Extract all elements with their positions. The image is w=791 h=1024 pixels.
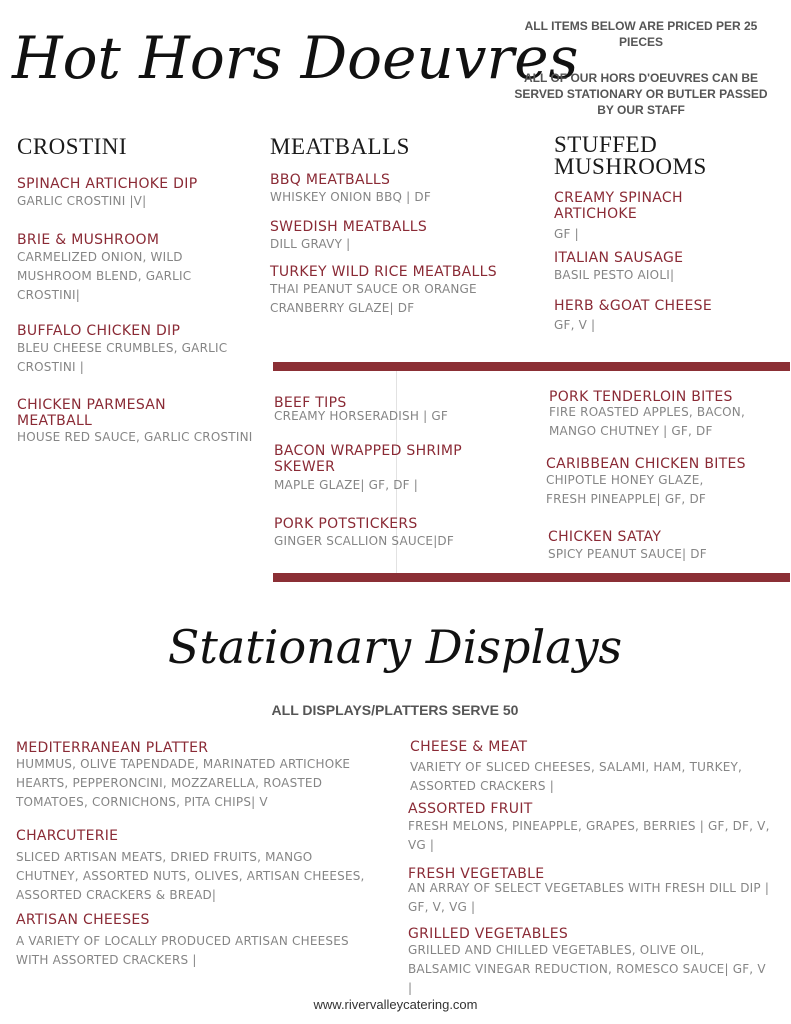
item-name: GRILLED VEGETABLES xyxy=(408,926,569,942)
item-desc: FIRE ROASTED APPLES, BACON, MANGO CHUTNEY | GF, DF xyxy=(549,405,745,438)
item-name: PORK POTSTICKERS xyxy=(274,516,418,532)
item-name: TURKEY WILD RICE MEATBALLS xyxy=(270,264,497,280)
crostini-heading: CROSTINI xyxy=(17,134,128,159)
item-name: ARTISAN CHEESES xyxy=(16,912,150,928)
item-desc: GINGER SCALLION SAUCE|DF xyxy=(274,534,454,548)
item-desc: WHISKEY ONION BBQ | DF xyxy=(270,190,431,204)
item-desc: GF, V | xyxy=(554,318,596,332)
item-name: BUFFALO CHICKEN DIP xyxy=(17,323,181,339)
item-desc: BLEU CHEESE CRUMBLES, GARLIC CROSTINI | xyxy=(17,341,228,374)
item-name: CHEESE & MEAT xyxy=(410,739,528,755)
item-name: CHICKEN SATAY xyxy=(548,529,662,545)
boxed-bottom-bar xyxy=(273,573,790,582)
item-desc: AN ARRAY OF SELECT VEGETABLES WITH FRESH DILL DIP | GF, V, VG | xyxy=(408,881,770,914)
item-desc: CARMELIZED ONION, WILD MUSHROOM BLEND, GARLIC CROSTINI| xyxy=(17,250,192,302)
service-note: ALL OF OUR HORS D'OEUVRES CAN BE SERVED STATIONARY OR BUTLER PASSED BY OUR STAFF xyxy=(514,71,768,117)
item-name: MEDITERRANEAN PLATTER xyxy=(16,740,209,756)
item-name: ITALIAN SAUSAGE xyxy=(554,250,684,266)
item-desc: SPICY PEANUT SAUCE| DF xyxy=(548,547,707,561)
item-desc: SLICED ARTISAN MEATS, DRIED FRUITS, MANGO CHUTNEY, ASSORTED NUTS, OLIVES, ARTISAN CHEESES, ASSORTED CRACKERS & BREAD| xyxy=(16,850,365,902)
stationary-title: Stationary Displays xyxy=(167,620,623,674)
item-name: CARIBBEAN CHICKEN BITES xyxy=(546,456,746,472)
item-name: CHICKEN PARMESAN MEATBALL xyxy=(17,397,166,429)
boxed-top-bar xyxy=(273,362,790,371)
item-desc: GRILLED AND CHILLED VEGETABLES, OLIVE OIL, BALSAMIC VINEGAR REDUCTION, ROMESCO SAUCE| GF, V | xyxy=(408,943,766,995)
item-desc: FRESH MELONS, PINEAPPLE, GRAPES, BERRIES | GF, DF, V, VG | xyxy=(408,819,770,852)
pricing-note: ALL ITEMS BELOW ARE PRICED PER 25 PIECES xyxy=(524,19,758,49)
item-name: BEEF TIPS xyxy=(274,395,347,411)
item-name: CREAMY SPINACH ARTICHOKE xyxy=(554,190,683,222)
item-desc: HUMMUS, OLIVE TAPENDADE, MARINATED ARTICHOKE HEARTS, PEPPERONCINI, MOZZARELLA, ROASTED TOMATOES, CORNICHONS, PITA CHIPS| V xyxy=(16,757,351,809)
item-name: FRESH VEGETABLE xyxy=(408,866,545,882)
item-desc: THAI PEANUT SAUCE OR ORANGE CRANBERRY GLAZE| DF xyxy=(270,282,477,315)
item-desc: DILL GRAVY | xyxy=(270,237,351,251)
item-desc: HOUSE RED SAUCE, GARLIC CROSTINI xyxy=(17,430,253,444)
item-name: BRIE & MUSHROOM xyxy=(17,232,160,248)
page-title: Hot Hors Doeuvres xyxy=(12,24,579,92)
item-desc: CHIPOTLE HONEY GLAZE, FRESH PINEAPPLE| GF, DF xyxy=(546,473,706,506)
item-name: SWEDISH MEATBALLS xyxy=(270,219,428,235)
footer-url[interactable]: www.rivervalleycatering.com xyxy=(313,997,478,1012)
item-name: HERB &GOAT CHEESE xyxy=(554,298,713,314)
item-desc: A VARIETY OF LOCALLY PRODUCED ARTISAN CHEESES WITH ASSORTED CRACKERS | xyxy=(16,934,349,967)
item-desc: GF | xyxy=(554,227,579,241)
item-name: PORK TENDERLOIN BITES xyxy=(549,389,733,405)
item-desc: GARLIC CROSTINI |V| xyxy=(17,194,147,208)
meatballs-heading: MEATBALLS xyxy=(270,134,410,159)
item-desc: VARIETY OF SLICED CHEESES, SALAMI, HAM, TURKEY, ASSORTED CRACKERS | xyxy=(410,760,743,793)
item-desc: MAPLE GLAZE| GF, DF | xyxy=(274,478,419,492)
item-desc: BASIL PESTO AIOLI| xyxy=(554,268,675,282)
item-name: BBQ MEATBALLS xyxy=(270,172,391,188)
item-name: SPINACH ARTICHOKE DIP xyxy=(17,176,198,192)
mushrooms-heading: STUFFED MUSHROOMS xyxy=(554,132,707,179)
stationary-subtitle: ALL DISPLAYS/PLATTERS SERVE 50 xyxy=(271,702,519,718)
item-name: ASSORTED FRUIT xyxy=(408,801,533,817)
item-name: CHARCUTERIE xyxy=(16,828,119,844)
item-desc: CREAMY HORSERADISH | GF xyxy=(274,409,448,423)
item-name: BACON WRAPPED SHRIMP SKEWER xyxy=(274,443,462,475)
